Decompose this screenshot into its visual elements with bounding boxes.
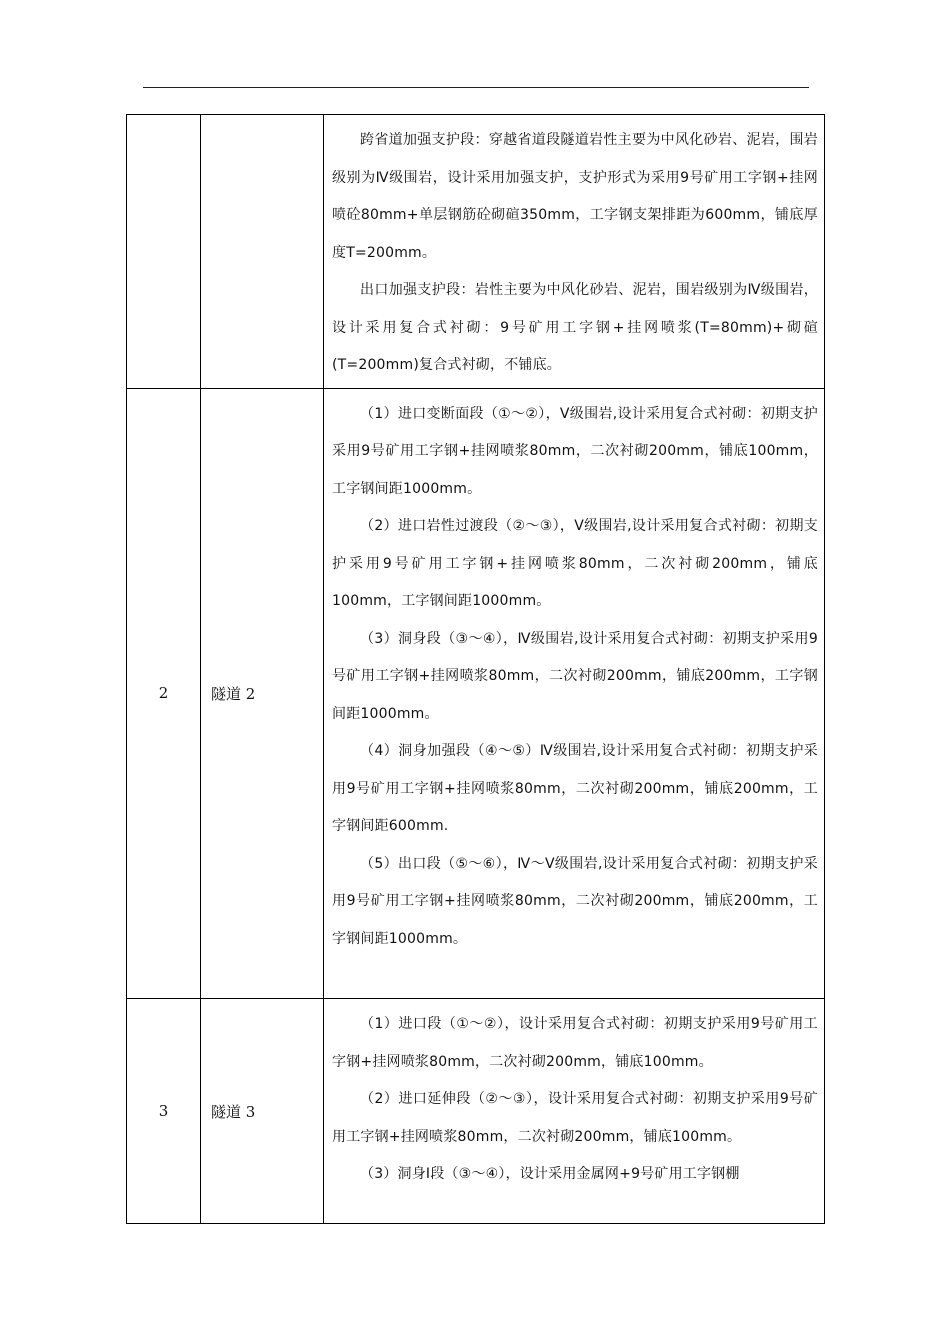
- row-number: 3: [127, 999, 201, 1224]
- table-row: [127, 115, 825, 389]
- support-description: [324, 999, 825, 1224]
- tunnel-name: [201, 115, 324, 389]
- row-number: [127, 115, 201, 389]
- tunnel-name: 隧道 2: [201, 388, 324, 999]
- description-paragraph: （1）进口段（①～②），设计采用复合式衬砌：初期支护采用9号矿用工字钢+挂网喷浆80mm，二次衬砌200mm，铺底100mm。: [332, 1016, 818, 1070]
- support-description: [324, 388, 825, 999]
- description-paragraph: （5）出口段（⑤～⑥），Ⅳ～Ⅴ级围岩,设计采用复合式衬砌：初期支护采用9号矿用工字钢+挂网喷浆80mm，二次衬砌200mm，铺底200mm，工字钢间距1000mm。: [332, 855, 818, 947]
- tunnel-name: 隧道 3: [201, 999, 324, 1224]
- description-paragraph: 跨省道加强支护段：穿越省道段隧道岩性主要为中风化砂岩、泥岩，围岩级别为Ⅳ级围岩，设计采用加强支护，支护形式为采用9号矿用工字钢+挂网喷砼80mm+单层钢筋砼砌碹350mm，工字钢支架排距为600mm，铺底厚度T=200mm。: [332, 132, 818, 261]
- tunnel-support-table: [126, 114, 825, 1224]
- description-paragraph: 出口加强支护段：岩性主要为中风化砂岩、泥岩，围岩级别为Ⅳ级围岩，设计采用复合式衬砌：9号矿用工字钢+挂网喷浆(T=80mm)+砌碹(T=200mm)复合式衬砌，不铺底。: [332, 282, 818, 373]
- support-description: [324, 115, 825, 389]
- row-number: 2: [127, 388, 201, 999]
- description-paragraph: （4）洞身加强段（④～⑤）Ⅳ级围岩,设计采用复合式衬砌：初期支护采用9号矿用工字钢+挂网喷浆80mm，二次衬砌200mm，铺底200mm，工字钢间距600mm.: [332, 743, 818, 834]
- table-row: [127, 388, 825, 999]
- description-paragraph: （2）进口延伸段（②～③），设计采用复合式衬砌：初期支护采用9号矿用工字钢+挂网喷浆80mm，二次衬砌200mm，铺底100mm。: [332, 1091, 818, 1145]
- description-paragraph: （3）洞身段（③～④），Ⅳ级围岩,设计采用复合式衬砌：初期支护采用9号矿用工字钢+挂网喷浆80mm，二次衬砌200mm，铺底200mm，工字钢间距1000mm。: [332, 630, 818, 722]
- description-paragraph: （1）进口变断面段（①～②），Ⅴ级围岩,设计采用复合式衬砌：初期支护采用9号矿用工字钢+挂网喷浆80mm，二次衬砌200mm，铺底100mm，工字钢间距1000mm。: [332, 405, 818, 497]
- header-rule: [143, 87, 809, 88]
- description-paragraph: （2）进口岩性过渡段（②～③），Ⅴ级围岩,设计采用复合式衬砌：初期支护采用9号矿用工字钢+挂网喷浆80mm，二次衬砌200mm，铺底100mm，工字钢间距1000mm。: [332, 518, 818, 609]
- description-paragraph: （3）洞身Ⅰ段（③～④），设计采用金属网+9号矿用工字钢棚: [360, 1166, 740, 1182]
- table-row: [127, 999, 825, 1224]
